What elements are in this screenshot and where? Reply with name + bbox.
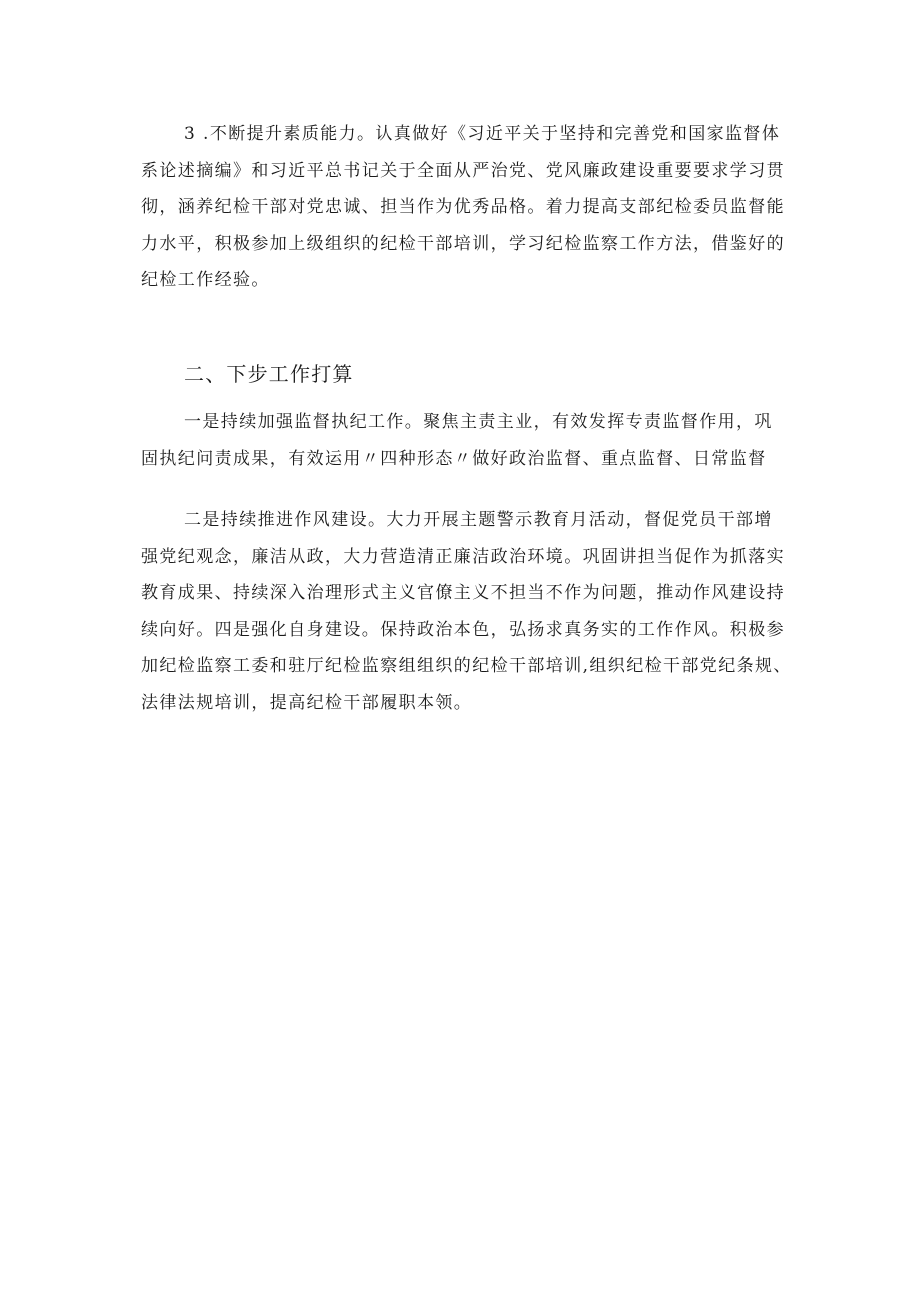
section-heading: 二、下步工作打算 (184, 362, 354, 386)
text-line: 续向好。四是强化自身建设。保持政治本色，弘扬求真务实的工作作风。积极参 (141, 619, 785, 640)
text-line: 固执纪问责成果，有效运用〃四种形态〃做好政治监督、重点监督、日常监督 (141, 448, 767, 469)
text-line: 法律法规培训，提高纪检干部履职本领。 (141, 692, 473, 713)
text-line: 教育成果、持续深入治理形式主义官僚主义不担当不作为问题，推动作风建设持 (141, 583, 785, 604)
paragraph-work-style (141, 502, 792, 722)
text-line: 一是持续加强监督执纪工作。聚焦主责主业，有效发挥专责监督作用，巩 (184, 412, 773, 432)
paragraph-improve-capability (141, 116, 785, 299)
text-line: 强党纪观念，廉洁从政，大力营造清正廉洁政治环境。巩固讲担当促作为抓落实 (141, 546, 785, 567)
text-line: 二是持续推进作风建设。大力开展主题警示教育月活动，督促党员干部增 (184, 510, 773, 530)
text-line: 加纪检监察工委和驻厅纪检监察组组织的纪检干部培训,组织纪检干部党纪条规、 (141, 656, 792, 677)
text-line: 力水平，积极参加上级组织的纪检干部培训，学习纪检监察工作方法，借鉴好的 (141, 233, 785, 254)
text-line: 纪检工作经验。 (141, 270, 270, 291)
text-line: 系论述摘编》和习近平总书记关于全面从严治党、党风廉政建设重要要求学习贯 (141, 160, 785, 181)
text-line: 3 .不断提升素质能力。认真做好《习近平关于坚持和完善党和国家监督体 (184, 124, 781, 144)
paragraph-supervision (141, 404, 781, 477)
text-line: 彻，涵养纪检干部对党忠诚、担当作为优秀品格。着力提高支部纪检委员监督能 (141, 197, 785, 218)
